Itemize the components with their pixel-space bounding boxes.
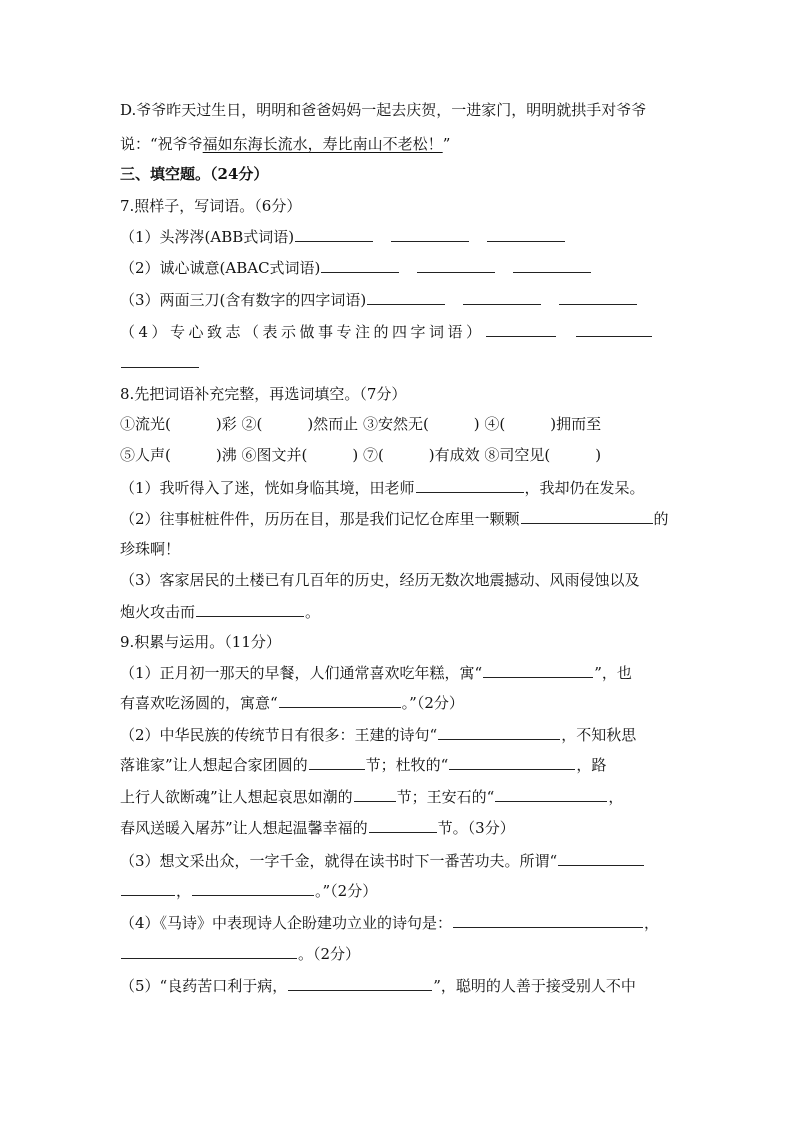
q9-p2-line4 (120, 817, 675, 839)
option-d-line2 (120, 133, 675, 155)
option-d-quote-close: ” (442, 135, 451, 153)
q9-p1-tail: 。”（2分） (401, 694, 464, 712)
q9-p4-blank2[interactable] (121, 943, 297, 959)
q8-word-row1-text: ①流光( )彩 ②( )然而止 ③安然无( ) ④( )拥而至 (120, 415, 602, 433)
option-d-line1 (120, 99, 675, 121)
q7-item1-label: （1）头涔涔(ABB式词语) (120, 228, 295, 246)
q8-s3-text: （3）客家居民的土楼已有几百年的历史，经历无数次地震撼动、风雨侵蚀以及 (120, 571, 640, 589)
option-d-underlined-phrase: 福如东海长流水，寿比南山不老松！ (202, 135, 443, 153)
q7-item3-blank1[interactable] (367, 289, 445, 305)
q9-p3-tail: 。”（2分） (315, 882, 378, 900)
q8-sentence1 (120, 477, 675, 499)
q9-p4-line1 (120, 912, 675, 934)
q9-p3-blank2[interactable] (192, 880, 314, 896)
q9-p4-text: （4）《马诗》中表现诗人企盼建功立业的诗句是： (120, 914, 453, 932)
option-d-quote-open: 说：“祝爷爷 (120, 135, 203, 153)
q9-p3-comma: ， (176, 882, 192, 900)
q9-title (120, 631, 675, 653)
q9-p2-text8: 春风送暖入屠苏”让人想起温馨幸福的 (120, 819, 368, 837)
q9-p2-text: （2）中华民族的传统节日有很多：王建的诗句“ (120, 726, 438, 744)
q9-p2-line2 (120, 754, 675, 776)
q9-p5-blank1[interactable] (288, 975, 432, 991)
q7-item1-blank2[interactable] (391, 226, 469, 242)
q8-s1-tail: ，我却仍在发呆。 (524, 479, 645, 497)
q9-p2-blank3[interactable] (449, 754, 575, 770)
q7-item3-blank3[interactable] (559, 289, 637, 305)
q8-title (120, 383, 675, 405)
q9-p2-mid: ，不知秋思 (561, 726, 637, 744)
q8-s3-blank[interactable] (196, 601, 304, 617)
q9-p5-tail: ”，聪明的人善于接受别人不中 (433, 977, 636, 995)
q9-p1-blank2[interactable] (279, 692, 401, 708)
q7-item2-blank2[interactable] (417, 257, 495, 273)
q7-item2-label: （2）诚心诚意(ABAC式词语) (120, 259, 321, 277)
q7-title-text: 7.照样子，写词语。（6分） (120, 197, 302, 215)
q9-p2-text4: ，路 (576, 756, 607, 774)
q7-item2 (120, 257, 675, 279)
q9-p1-mid: ”，也 (594, 664, 632, 682)
q7-item2-blank3[interactable] (513, 257, 591, 273)
q8-s3-line2-text: 炮火攻击而 (120, 603, 196, 621)
q7-title (120, 195, 675, 217)
option-d-text: D.爷爷昨天过生日，明明和爸爸妈妈一起去庆贺，一进家门，明明就拱手对爷爷 (120, 101, 647, 119)
q9-title-text: 9.积累与运用。（11分） (120, 633, 281, 651)
q7-item1-blank1[interactable] (295, 226, 373, 242)
q8-s2-line2-text: 珍珠啊！ (120, 540, 181, 558)
q9-p2-text2: 落谁家”让人想起合家团圆的 (120, 756, 308, 774)
q8-s2-text: （2）往事桩桩件件，历历在目，那是我们记忆仓库里一颗颗 (120, 510, 520, 528)
q9-p3-line2 (120, 880, 675, 902)
q8-s1-text: （1）我听得入了迷，恍如身临其境，田老师 (120, 479, 415, 497)
q9-p3-blank1[interactable] (558, 850, 644, 866)
q9-p2-line1 (120, 724, 675, 746)
q8-sentence2-line2 (120, 538, 675, 560)
q9-p2-text7: ， (608, 788, 624, 806)
q9-p3-line1 (120, 850, 675, 872)
q8-sentence3-line1 (120, 569, 675, 591)
q9-p2-line3 (120, 786, 675, 808)
q9-p2-blank2[interactable] (309, 754, 365, 770)
section-3-heading (120, 163, 675, 185)
q9-p4-tail: 。（2分） (298, 945, 361, 963)
q8-word-row1 (120, 413, 675, 435)
q7-item4-blank3[interactable] (121, 352, 199, 368)
q9-p1-line2 (120, 692, 675, 714)
q9-p4-line2 (120, 943, 675, 965)
q9-p1-text: （1）正月初一那天的早餐，人们通常喜欢吃年糕，寓“ (120, 664, 483, 682)
q8-s3-tail: 。 (305, 603, 321, 621)
q9-p4-blank1[interactable] (453, 912, 643, 928)
q8-s1-blank[interactable] (416, 477, 524, 493)
q9-p5-text: （5）“良药苦口利于病， (120, 977, 288, 995)
q8-s2-tail: 的 (653, 510, 669, 528)
q9-p5-line1 (120, 975, 675, 997)
q7-item1-blank3[interactable] (487, 226, 565, 242)
q9-p2-blank5[interactable] (495, 786, 607, 802)
q9-p4-comma: ， (644, 914, 660, 932)
q8-word-row2-text: ⑤人声( )沸 ⑥图文并( ) ⑦( )有成效 ⑧司空见( ) (120, 446, 602, 464)
q7-item3 (120, 289, 675, 311)
q7-item4-continued (120, 352, 675, 374)
q9-p2-text6: 节；王安石的“ (396, 788, 495, 806)
q9-p3-blank1-continued[interactable] (121, 880, 175, 896)
q9-p3-text: （3）想文采出众，一字千金，就得在读书时下一番苦功夫。所谓“ (120, 852, 558, 870)
q7-item4 (120, 321, 675, 343)
q9-p2-text5: 上行人欲断魂”让人想起哀思如潮的 (120, 788, 353, 806)
q9-p2-tail: 节。（3分） (437, 819, 515, 837)
q8-sentence2 (120, 508, 675, 530)
q9-p2-blank4[interactable] (354, 786, 396, 802)
q7-item3-blank2[interactable] (463, 289, 541, 305)
q8-s2-blank[interactable] (521, 508, 653, 524)
q9-p2-text3: 节；杜牧的“ (365, 756, 449, 774)
q9-p1-line1 (120, 662, 675, 684)
q9-p1-text2: 有喜欢吃汤圆的，寓意“ (120, 694, 278, 712)
q7-item4-blank1[interactable] (486, 321, 556, 337)
q7-item2-blank1[interactable] (321, 257, 399, 273)
q9-p2-blank6[interactable] (369, 817, 437, 833)
q9-p2-blank1[interactable] (438, 724, 560, 740)
q7-item4-label: （4）专心致志（表示做事专注的四字词语） (120, 323, 485, 341)
q7-item1 (120, 226, 675, 248)
section-3-heading-text: 三、填空题。（24分） (120, 165, 269, 183)
q9-p1-blank1[interactable] (483, 662, 593, 678)
q7-item4-blank2[interactable] (576, 321, 652, 337)
q8-title-text: 8.先把词语补充完整，再选词填空。（7分） (120, 385, 407, 403)
q8-word-row2 (120, 444, 675, 466)
q8-sentence3-line2 (120, 601, 675, 623)
q7-item3-label: （3）两面三刀(含有数字的四字词语) (120, 291, 367, 309)
